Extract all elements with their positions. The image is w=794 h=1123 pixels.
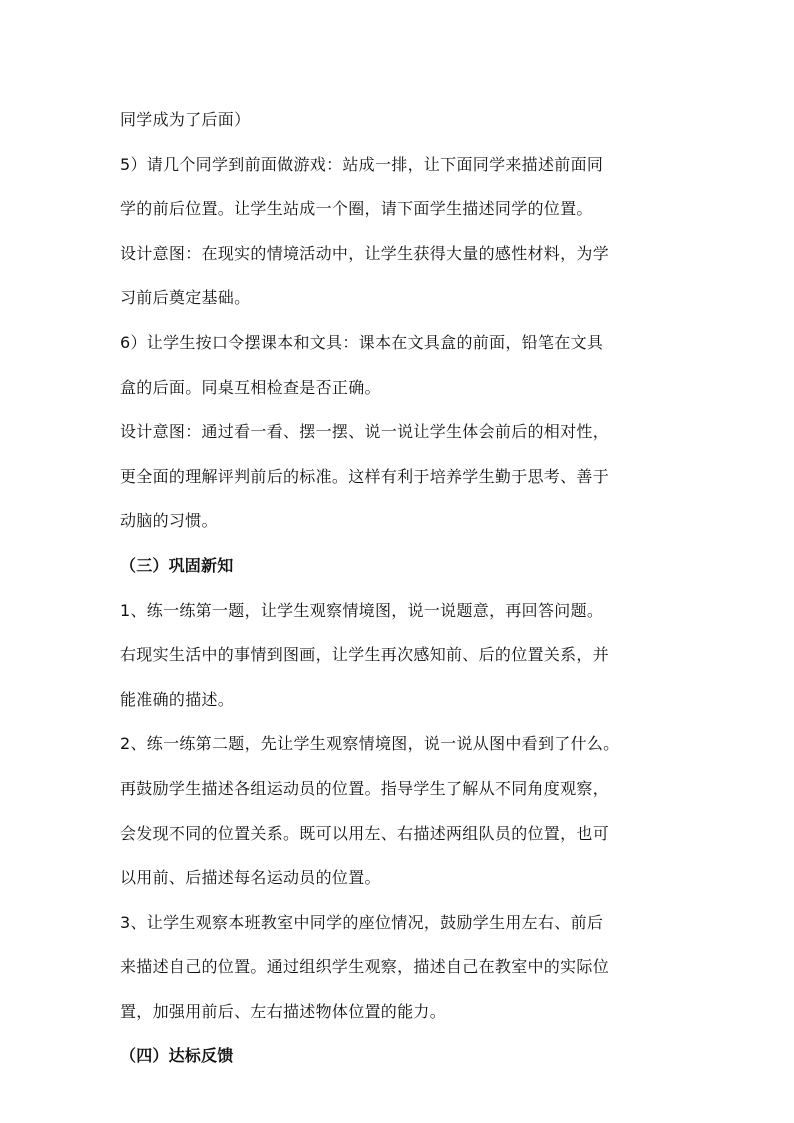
text-line: 设计意图：在现实的情境活动中，让学生获得大量的感性材料，为学 [120, 243, 610, 263]
text-line: 置，加强用前后、左右描述物体位置的能力。 [120, 1001, 447, 1021]
section-heading: （四）达标反馈 [120, 1046, 234, 1066]
text-line: 5）请几个同学到前面做游戏：站成一排，让下面同学来描述前面同 [120, 154, 604, 174]
text-line: 习前后奠定基础。 [120, 288, 251, 308]
text-line: 1、练一练第一题，让学生观察情境图，说一说题意，再回答问题。 [120, 600, 604, 620]
text-line: 会发现不同的位置关系。既可以用左、右描述两组队员的位置，也可 [120, 823, 610, 843]
text-line: 再鼓励学生描述各组运动员的位置。指导学生了解从不同角度观察， [120, 778, 610, 798]
text-line: 右现实生活中的事情到图画，让学生再次感知前、后的位置关系，并 [120, 645, 610, 665]
document-body [120, 104, 680, 1085]
text-line: 设计意图：通过看一看、摆一摆、说一说让学生体会前后的相对性， [120, 422, 610, 442]
text-line: 同学成为了后面） [120, 110, 251, 129]
text-line: 2、练一练第二题，先让学生观察情境图，说一说从图中看到了什么。 [120, 734, 620, 754]
text-line: 来描述自己的位置。通过组织学生观察，描述自己在教室中的实际位 [120, 957, 610, 977]
text-line: 学的前后位置。让学生站成一个圈，请下面学生描述同学的位置。 [120, 199, 593, 219]
text-line: 动脑的习惯。 [120, 511, 218, 531]
section-heading: （三）巩固新知 [120, 555, 234, 575]
text-line: 更全面的理解评判前后的标准。这样有利于培养学生勤于思考、善于 [120, 466, 610, 486]
text-line: 盒的后面。同桌互相检查是否正确。 [120, 377, 381, 397]
text-line: 6）让学生按口令摆课本和文具：课本在文具盒的前面，铅笔在文具 [120, 332, 604, 352]
text-line: 能准确的描述。 [120, 689, 235, 709]
text-line: 以用前、后描述每名运动员的位置。 [120, 868, 381, 888]
text-line: 3、让学生观察本班教室中同学的座位情况，鼓励学生用左右、前后 [120, 912, 604, 932]
